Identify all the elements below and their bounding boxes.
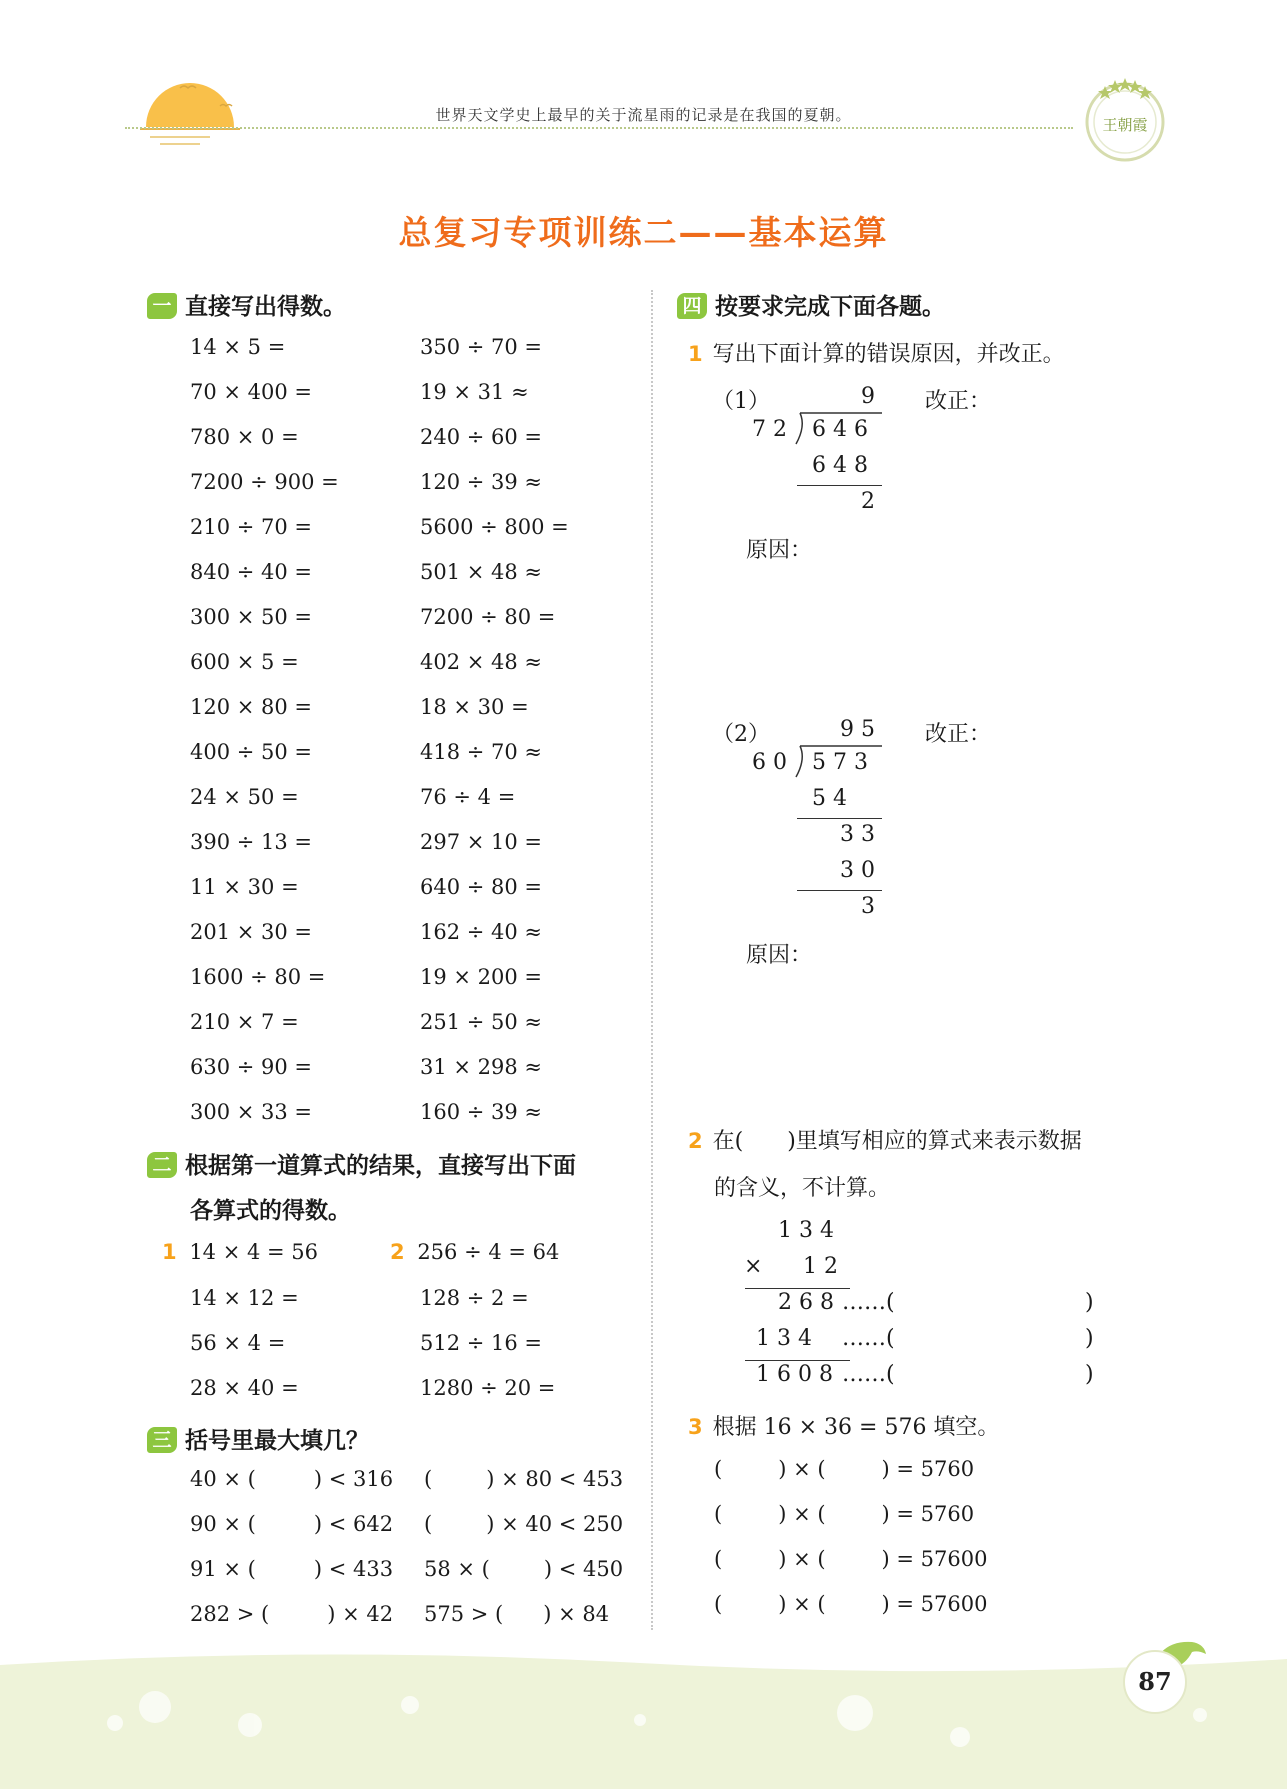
section-3-heading	[147, 1422, 369, 1455]
fill-blank-problem: ( ) × ( ) = 57600	[714, 1547, 988, 1571]
part-1-quotient: 9	[861, 384, 875, 409]
problem-cell: 31 × 298 ≈	[420, 1055, 543, 1079]
problem-cell: 201 × 30 =	[190, 920, 313, 944]
final-product: 1 6 0 8	[756, 1362, 833, 1387]
fill-blank-problem: 58 × ( ) < 450	[424, 1557, 624, 1581]
problem-cell: 28 × 40 =	[190, 1376, 299, 1400]
multiplier: 1 2	[803, 1254, 838, 1279]
problem-cell: 160 ÷ 39 ≈	[420, 1100, 543, 1124]
problem-cell: 210 × 7 =	[190, 1010, 299, 1034]
partial-product-1: 2 6 8	[778, 1290, 834, 1315]
section-1-title: 直接写出得数。	[185, 294, 346, 320]
problem-cell: 76 ÷ 4 =	[420, 785, 516, 809]
footer-wave	[0, 1645, 1287, 1789]
problem-cell: 7200 ÷ 900 =	[190, 470, 339, 494]
problem-cell: 350 ÷ 70 =	[420, 335, 543, 359]
part-1-dividend: 6 4 6	[812, 417, 868, 442]
problem-cell: 640 ÷ 80 =	[420, 875, 543, 899]
problem-cell: 1280 ÷ 20 =	[420, 1376, 556, 1400]
annotation-open: ……(	[842, 1362, 895, 1387]
section-4-title: 按要求完成下面各题。	[715, 294, 945, 320]
header-fact: 世界天文学史上最早的关于流星雨的记录是在我国的夏朝。	[435, 106, 852, 124]
problem-cell: 300 × 33 =	[190, 1100, 313, 1124]
fill-blank-problem: ( ) × ( ) = 5760	[714, 1457, 975, 1481]
question-2-text-line2: 的含义，不计算。	[714, 1176, 891, 1201]
fill-blank-problem: 91 × ( ) < 433	[190, 1557, 394, 1581]
fill-blank-problem: ( ) × 80 < 453	[424, 1467, 624, 1491]
problem-cell: 512 ÷ 16 =	[420, 1331, 543, 1355]
times-sign: ×	[744, 1254, 763, 1279]
part-2-quotient: 9 5	[840, 717, 875, 742]
svg-text:王朝霞: 王朝霞	[1102, 116, 1148, 134]
problem-cell: 128 ÷ 2 =	[420, 1286, 529, 1310]
problem-cell: 19 × 200 =	[420, 965, 543, 989]
problem-cell: 300 × 50 =	[190, 605, 313, 629]
problem-cell: 251 ÷ 50 ≈	[420, 1010, 543, 1034]
section-4-heading	[677, 288, 945, 321]
fill-blank-problem: ( ) × 40 < 250	[424, 1512, 624, 1536]
fill-blank-problem: ( ) × ( ) = 5760	[714, 1502, 975, 1526]
column-divider	[651, 290, 653, 1630]
problem-cell: 162 ÷ 40 ≈	[420, 920, 543, 944]
part-1-reason-label: 原因：	[746, 538, 813, 563]
annotation-close: )	[1085, 1362, 1094, 1387]
problem-cell: 400 ÷ 50 =	[190, 740, 313, 764]
problem-cell: 56 × 4 =	[190, 1331, 286, 1355]
division-rule	[797, 485, 882, 486]
problem-cell: 120 × 80 =	[190, 695, 313, 719]
question-number: 2	[390, 1240, 405, 1264]
part-2-label: （2）	[712, 722, 770, 747]
multiplication-rule	[745, 1360, 850, 1361]
part-1-fix-label: 改正：	[925, 389, 992, 414]
annotation-close: )	[1085, 1326, 1094, 1351]
section-3-number: 三	[147, 1427, 177, 1453]
fill-blank-problem: ( ) × ( ) = 57600	[714, 1592, 988, 1616]
problem-cell: 14 × 12 =	[190, 1286, 299, 1310]
question-2-given: 2 256 ÷ 4 = 64	[390, 1240, 560, 1264]
multiplicand: 1 3 4	[778, 1218, 834, 1243]
page-title: 总复习专项训练二——基本运算	[398, 213, 889, 252]
section-2-title-line1: 根据第一道算式的结果，直接写出下面	[185, 1153, 576, 1179]
problem-cell: 418 ÷ 70 ≈	[420, 740, 543, 764]
part-2-divisor: 6 0	[752, 750, 787, 775]
problem-cell: 600 × 5 =	[190, 650, 299, 674]
header-rule	[125, 127, 1073, 129]
section-1-number: 一	[147, 293, 177, 319]
partial-product-2: 1 3 4	[756, 1326, 812, 1351]
part-1-divisor: 7 2	[752, 417, 787, 442]
problem-cell: 18 × 30 =	[420, 695, 529, 719]
problem-cell: 70 × 400 =	[190, 380, 313, 404]
section-1-heading	[147, 288, 346, 321]
problem-cell: 24 × 50 =	[190, 785, 299, 809]
problem-cell: 7200 ÷ 80 =	[420, 605, 556, 629]
brand-badge-icon	[1080, 74, 1170, 164]
part-1-label: （1）	[712, 389, 770, 414]
part-2-reason-label: 原因：	[746, 943, 813, 968]
part-2-step-3: 3 0	[840, 858, 875, 883]
problem-cell: 210 ÷ 70 =	[190, 515, 313, 539]
problem-cell: 240 ÷ 60 =	[420, 425, 543, 449]
problem-cell: 5600 ÷ 800 =	[420, 515, 569, 539]
problem-cell: 120 ÷ 39 ≈	[420, 470, 543, 494]
section-3-title: 括号里最大填几？	[185, 1428, 369, 1454]
part-2-fix-label: 改正：	[925, 722, 992, 747]
division-rule	[797, 818, 882, 819]
part-2-step-1: 5 4	[812, 786, 847, 811]
fill-blank-problem: 575 > ( ) × 84	[424, 1602, 610, 1626]
part-2-remainder: 3	[861, 894, 875, 919]
problem-cell: 630 ÷ 90 =	[190, 1055, 313, 1079]
question-number: 1	[162, 1240, 177, 1264]
problem-cell: 780 × 0 =	[190, 425, 299, 449]
question-1-given: 1 14 × 4 = 56	[162, 1240, 319, 1264]
problem-cell: 11 × 30 =	[190, 875, 299, 899]
part-1-remainder: 2	[861, 489, 875, 514]
problem-cell: 501 × 48 ≈	[420, 560, 543, 584]
problem-cell: 840 ÷ 40 =	[190, 560, 313, 584]
fill-blank-problem: 40 × ( ) < 316	[190, 1467, 394, 1491]
annotation-open: ……(	[842, 1290, 895, 1315]
annotation-open: ……(	[842, 1326, 895, 1351]
problem-cell: 390 ÷ 13 =	[190, 830, 313, 854]
division-rule	[797, 890, 882, 891]
page-number: 87	[1123, 1650, 1187, 1714]
section-2-number: 二	[147, 1152, 177, 1178]
section-4-number: 四	[677, 293, 707, 319]
annotation-close: )	[1085, 1290, 1094, 1315]
problem-cell: 1600 ÷ 80 =	[190, 965, 326, 989]
problem-cell: 402 × 48 ≈	[420, 650, 543, 674]
multiplication-rule	[745, 1288, 850, 1289]
fill-blank-problem: 90 × ( ) < 642	[190, 1512, 394, 1536]
section-2-title-line2: 各算式的得数。	[190, 1198, 351, 1224]
question-1-text: 1 写出下面计算的错误原因，并改正。	[688, 342, 1065, 367]
problem-cell: 14 × 5 =	[190, 335, 286, 359]
question-2-text-line1: 2 在( )里填写相应的算式来表示数据	[688, 1129, 1082, 1154]
problem-cell: 19 × 31 ≈	[420, 380, 529, 404]
fill-blank-problem: 282 > ( ) × 42	[190, 1602, 394, 1626]
section-2-heading	[147, 1147, 576, 1180]
question-3-text: 3 根据 16 × 36 = 576 填空。	[688, 1415, 1000, 1440]
part-2-dividend: 5 7 3	[812, 750, 868, 775]
problem-cell: 297 × 10 =	[420, 830, 543, 854]
part-2-step-2: 3 3	[840, 822, 875, 847]
part-1-product: 6 4 8	[812, 453, 868, 478]
